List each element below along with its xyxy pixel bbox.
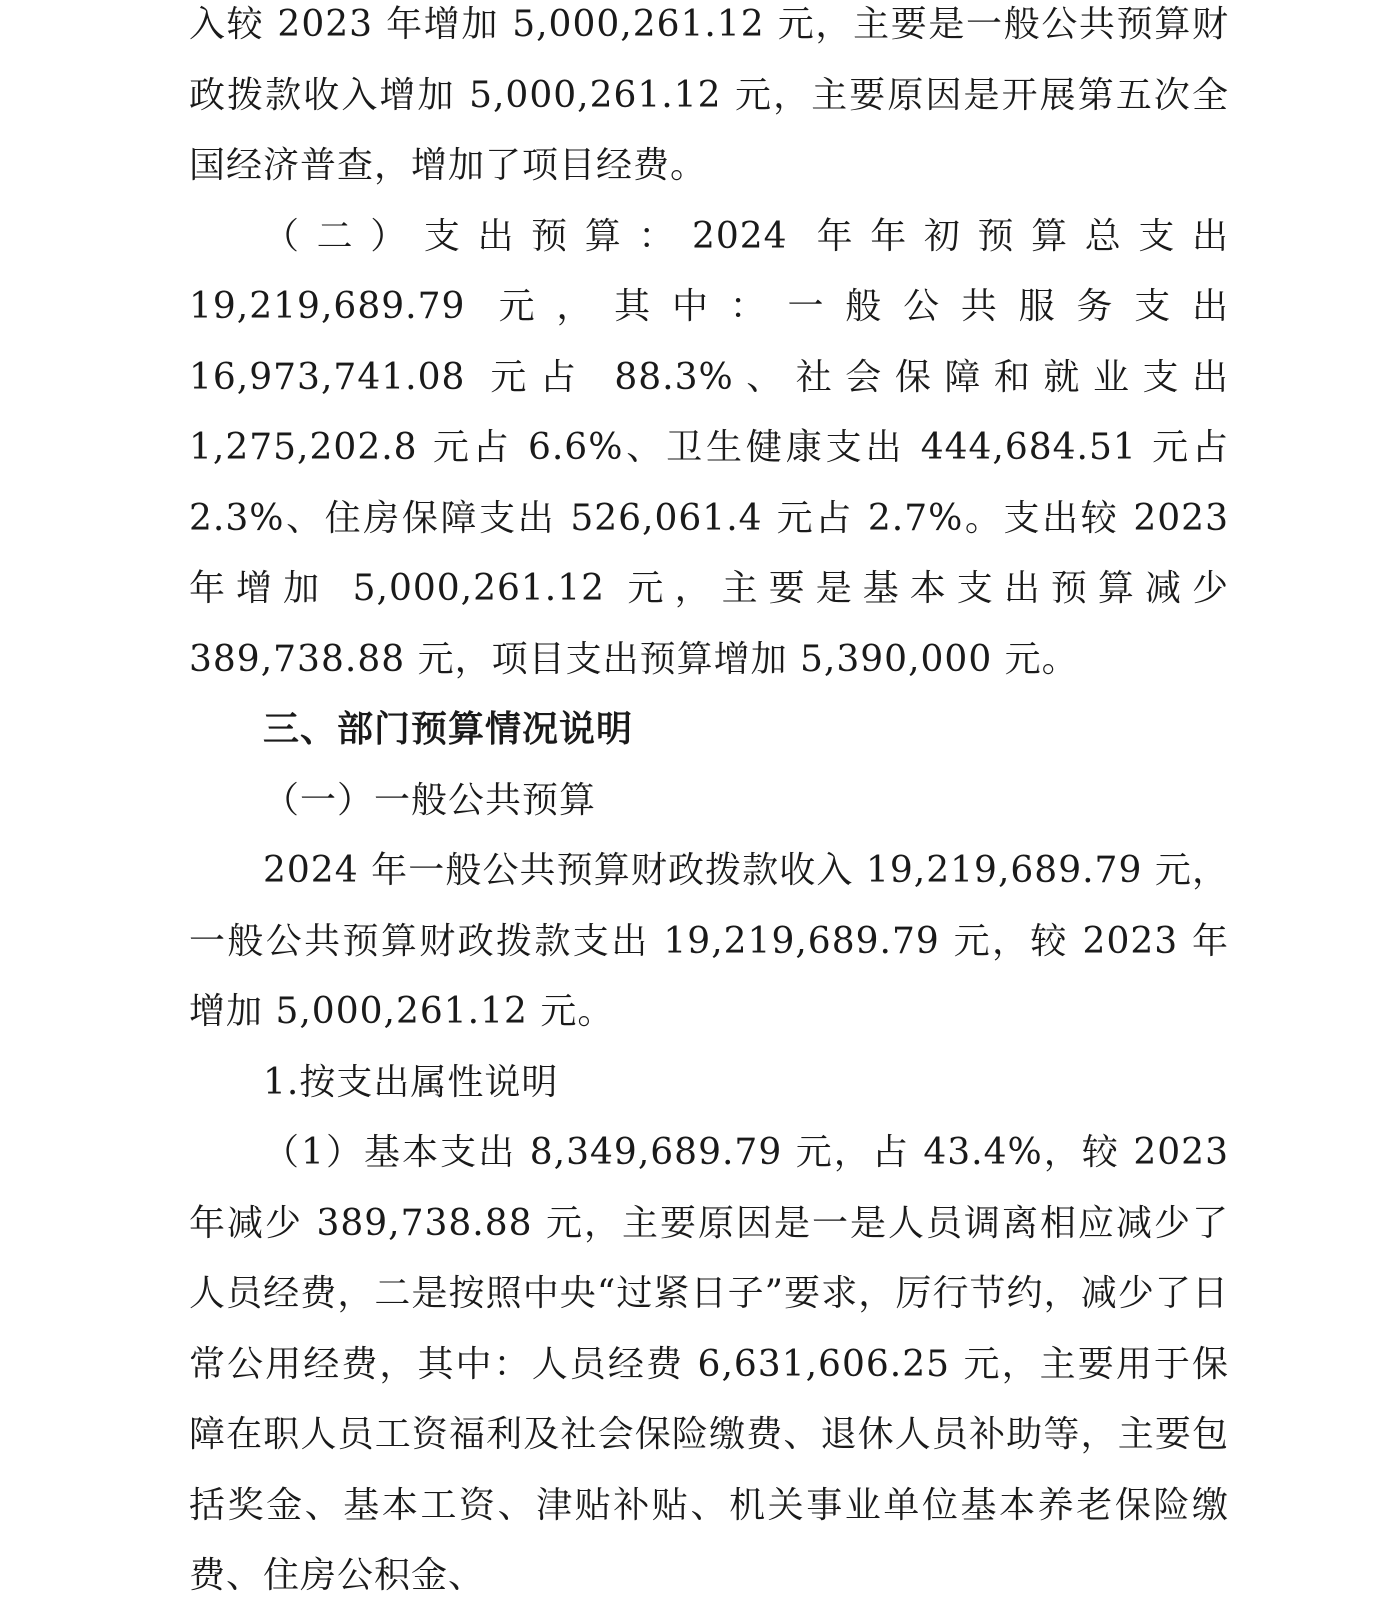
section-heading-3: 三、部门预算情况说明 <box>263 709 634 750</box>
paragraph-expenditure-budget: （二）支出预算：2024 年年初预算总支出 19,219,689.79 元，其中：一般公共服务支出 16,973,741.08 元占 88.3%、社会保障和就业支出 1,275,202.8 元占 6.6%、卫生健康支出 444,684.51 元占 2.3%、住房保障支出 526,061.4 元占 2.7%。支出较 2023 年增加 5,000,261.12 元，主要是基本支出预算减少 389,738.88 元，项目支出预算增加 5,390,000 元。 <box>189 215 1229 680</box>
paragraph-income-change: 入较 2023 年增加 5,000,261.12 元，主要是一般公共预算财政拨款收入增加 5,000,261.12 元，主要原因是开展第五次全国经济普查，增加了项目经费。 <box>189 4 1229 186</box>
paragraph-by-attribute: 1.按支出属性说明 <box>263 1061 559 1103</box>
document-page <box>189 0 1229 1612</box>
subheading-general-budget: （一）一般公共预算 <box>263 779 597 821</box>
paragraph-general-budget: 2024 年一般公共预算财政拨款收入 19,219,689.79 元，一般公共预算财政拨款支出 19,219,689.79 元，较 2023 年增加 5,000,261.12 元。 <box>189 850 1229 1032</box>
paragraph-basic-expenditure: （1）基本支出 8,349,689.79 元，占 43.4%，较 2023 年减少 389,738.88 元，主要原因是一是人员调离相应减少了人员经费，二是按照中央“过紧日子”要求，厉行节约，减少了日常公用经费，其中：人员经费 6,631,606.25 元，主要用于保障在职人员工资福利及社会保险缴费、退休人员补助等，主要包括奖金、基本工资、津贴补贴、机关事业单位基本养老保险缴费、住房公积金、 <box>189 1132 1229 1596</box>
